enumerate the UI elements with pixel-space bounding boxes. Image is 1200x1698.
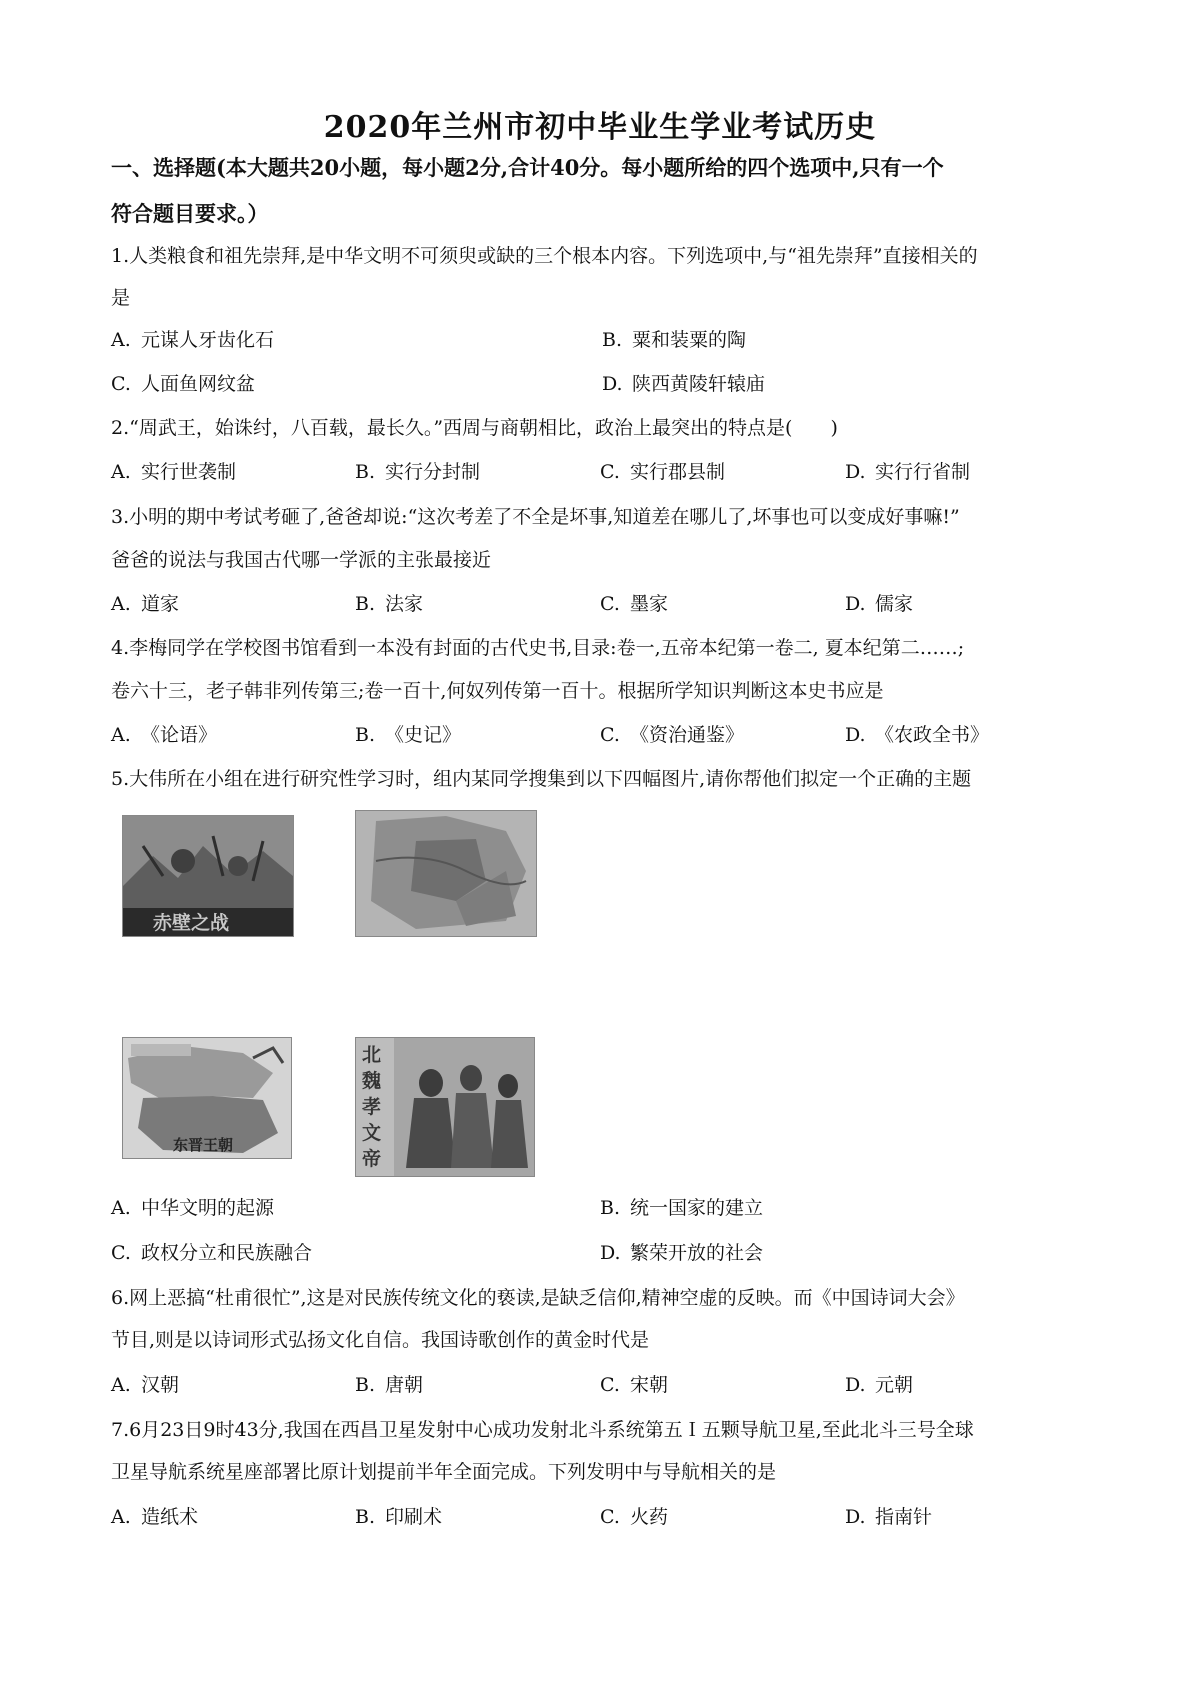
option-text: 中华文明的起源 [141,1197,275,1219]
option-text: 印刷术 [385,1506,443,1528]
question-6-text: 6.网上恶搞“杜甫很忙”,这是对民族传统文化的亵读,是缺乏信仰,精神空虚的反映。而《中国诗词大会》 [111,1287,965,1309]
option-key: A. [111,593,131,615]
option-text: 统一国家的建立 [630,1197,764,1219]
option-key: A. [111,461,131,483]
q7-option-a[interactable] [111,1502,198,1532]
option-key: C. [600,1506,620,1528]
question-1-text-cont: 是 [111,287,131,309]
picture-eastern-jin-map [122,1037,292,1159]
option-key: D. [845,461,866,483]
option-key: A. [111,1197,131,1219]
picture-red-cliffs [122,815,294,937]
q7-option-b[interactable] [355,1502,442,1532]
q1-option-d[interactable] [602,369,765,399]
option-text: 宋朝 [630,1374,669,1396]
option-text: 繁荣开放的社会 [630,1242,764,1264]
option-text: 陕西黄陵轩辕庙 [632,373,766,395]
q1-option-c[interactable] [111,369,255,399]
q7-option-d[interactable] [845,1502,932,1532]
option-text: 墨家 [630,593,669,615]
option-text: 政权分立和民族融合 [141,1242,313,1264]
option-text: 元朝 [875,1374,914,1396]
option-key: A. [111,1374,131,1396]
option-text: 实行世袭制 [141,461,237,483]
q5-option-b[interactable] [600,1193,763,1223]
q1-option-b[interactable] [602,325,746,355]
section-heading-cont: 符合题目要求。） [111,201,269,226]
option-key: C. [600,724,620,746]
option-key: A. [111,1506,131,1528]
option-text: 人面鱼网纹盆 [141,373,256,395]
q6-option-d[interactable] [845,1370,913,1400]
q3-option-b[interactable] [355,589,423,619]
option-text: 《资治通鉴》 [630,724,745,746]
q6-option-a[interactable] [111,1370,179,1400]
question-5-text: 5.大伟所在小组在进行研究性学习时，组内某同学搜集到以下四幅图片,请你帮他们拟定一个正确的主题 [111,768,972,790]
picture-caption: 东晋王朝 [173,1136,234,1154]
option-text: 汉朝 [141,1374,180,1396]
option-key: B. [355,724,376,746]
question-4-text: 4.李梅同学在学校图书馆看到一本没有封面的古代史书,目录:卷一,五帝本纪第一卷二, 夏本纪第二……; [111,637,965,659]
option-key: D. [602,373,623,395]
question-7-text: 7.6月23日9时43分,我国在西昌卫星发射中心成功发射北斗系统第五Ｉ五颗导航卫星,至此北斗三号全球 [111,1419,974,1441]
question-1-text: 1.人类粮食和祖先崇拜,是中华文明不可须臾或缺的三个根本内容。下列选项中,与“祖先崇拜”直接相关的 [111,245,978,267]
option-text: 实行郡县制 [630,461,726,483]
option-text: 粟和装粟的陶 [632,329,747,351]
option-key: C. [111,1242,131,1264]
q3-option-a[interactable] [111,589,179,619]
q5-option-a[interactable] [111,1193,274,1223]
picture-caption: 北魏孝文帝 [362,1044,382,1170]
picture-three-kingdoms-map [355,810,537,937]
q7-option-c[interactable] [600,1502,668,1532]
q3-option-d[interactable] [845,589,913,619]
option-text: 《农政全书》 [875,724,990,746]
option-key: B. [355,461,376,483]
option-text: 儒家 [875,593,914,615]
option-text: 造纸术 [141,1506,199,1528]
option-key: C. [600,461,620,483]
option-text: 实行行省制 [875,461,971,483]
section-heading: 一、选择题(本大题共20小题，每小题2分,合计40分。每小题所给的四个选项中,只有一个 [111,155,944,180]
option-key: C. [600,1374,620,1396]
option-key: D. [845,1506,866,1528]
question-6-text-cont: 节目,则是以诗词形式弘扬文化自信。我国诗歌创作的黄金时代是 [111,1329,650,1351]
question-3-text-cont: 爸爸的说法与我国古代哪一学派的主张最接近 [111,549,492,571]
option-key: B. [355,1374,376,1396]
q4-option-c[interactable] [600,720,744,750]
q1-option-a[interactable] [111,325,274,355]
option-text: 火药 [630,1506,669,1528]
q5-option-d[interactable] [600,1238,763,1268]
option-key: D. [845,724,866,746]
q6-option-c[interactable] [600,1370,668,1400]
exam-title: 2020年兰州市初中毕业生学业考试历史 [323,110,877,145]
q4-option-d[interactable] [845,720,989,750]
option-key: D. [600,1242,621,1264]
option-key: B. [602,329,623,351]
question-3-text: 3.小明的期中考试考砸了,爸爸却说:“这次考差了不全是坏事,知道差在哪儿了,坏事也可以变成好事嘛!” [111,506,960,528]
question-2-text: 2.“周武王，始诛纣，八百载，最长久。”西周与商朝相比，政治上最突出的特点是( ) [111,417,838,439]
option-key: C. [600,593,620,615]
picture-caption: 赤壁之战 [153,912,230,934]
q4-option-a[interactable] [111,720,217,750]
q2-option-d[interactable] [845,457,970,487]
q5-option-c[interactable] [111,1238,312,1268]
q2-option-a[interactable] [111,457,236,487]
option-text: 唐朝 [385,1374,424,1396]
option-key: B. [600,1197,621,1219]
option-key: A. [111,724,131,746]
q6-option-b[interactable] [355,1370,423,1400]
picture-northern-wei-emperor [355,1037,535,1177]
option-key: A. [111,329,131,351]
option-text: 指南针 [875,1506,933,1528]
option-text: 《论语》 [141,724,218,746]
option-text: 实行分封制 [385,461,481,483]
q2-option-b[interactable] [355,457,480,487]
option-key: D. [845,593,866,615]
option-text: 《史记》 [385,724,462,746]
question-7-text-cont: 卫星导航系统星座部署比原计划提前半年全面完成。下列发明中与导航相关的是 [111,1461,777,1483]
question-4-text-cont: 卷六十三，老子韩非列传第三;卷一百十,何奴列传第一百十。根据所学知识判断这本史书应是 [111,680,884,702]
q3-option-c[interactable] [600,589,668,619]
option-text: 元谋人牙齿化石 [141,329,275,351]
option-key: D. [845,1374,866,1396]
option-text: 法家 [385,593,424,615]
option-key: B. [355,593,376,615]
q4-option-b[interactable] [355,720,461,750]
option-key: B. [355,1506,376,1528]
option-text: 道家 [141,593,180,615]
option-key: C. [111,373,131,395]
q2-option-c[interactable] [600,457,725,487]
